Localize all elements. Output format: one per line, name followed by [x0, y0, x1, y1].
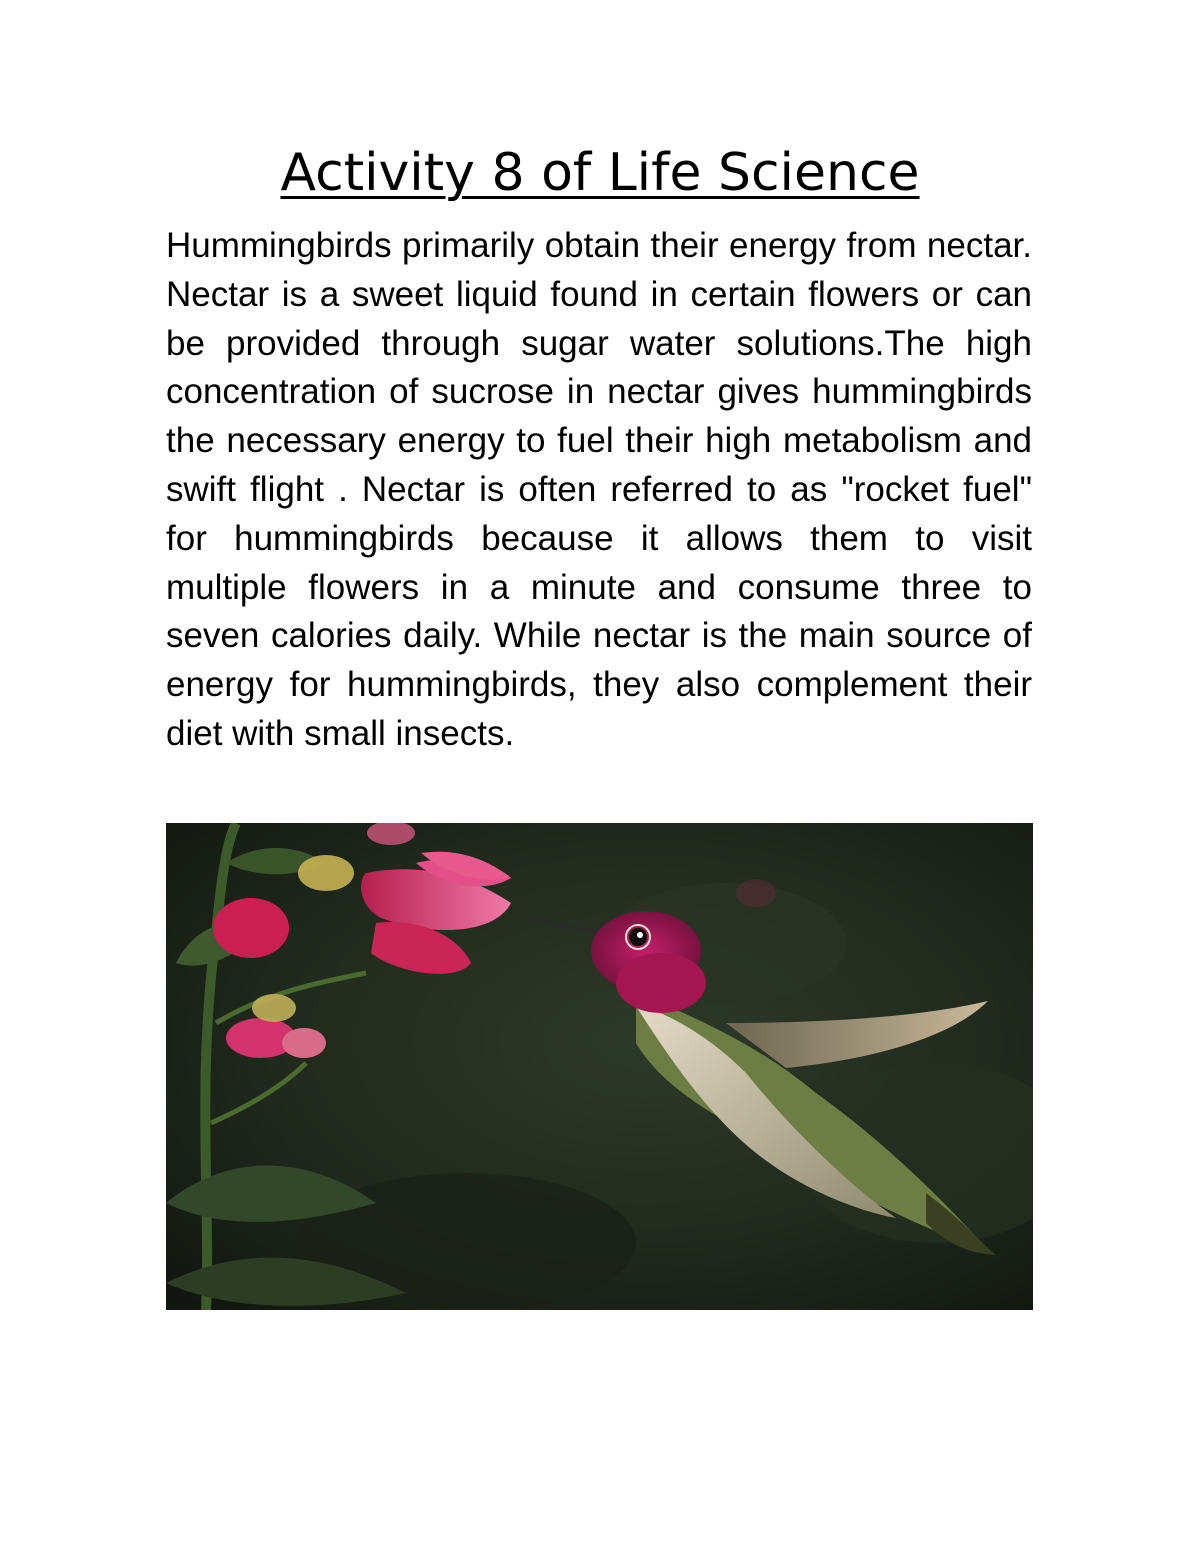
hummingbird-photo [166, 823, 1033, 1310]
body-paragraph: Hummingbirds primarily obtain their energy from nectar. Nectar is a sweet liquid found in certain flowers or can be provided through sugar water solutions.The high concentration of sucrose in nectar gives hummingbirds the necessary energy to fuel their high metabolism and swift flight . Nectar is often referred to as "rocket fuel" for hummingbirds because it allows them to visit multiple flowers in a minute and consume three to seven calories daily. While nectar is the main source of energy for hummingbirds, they also complement their diet with small insects. [166, 226, 1032, 753]
page-title: Activity 8 of Life Science [280, 143, 920, 203]
